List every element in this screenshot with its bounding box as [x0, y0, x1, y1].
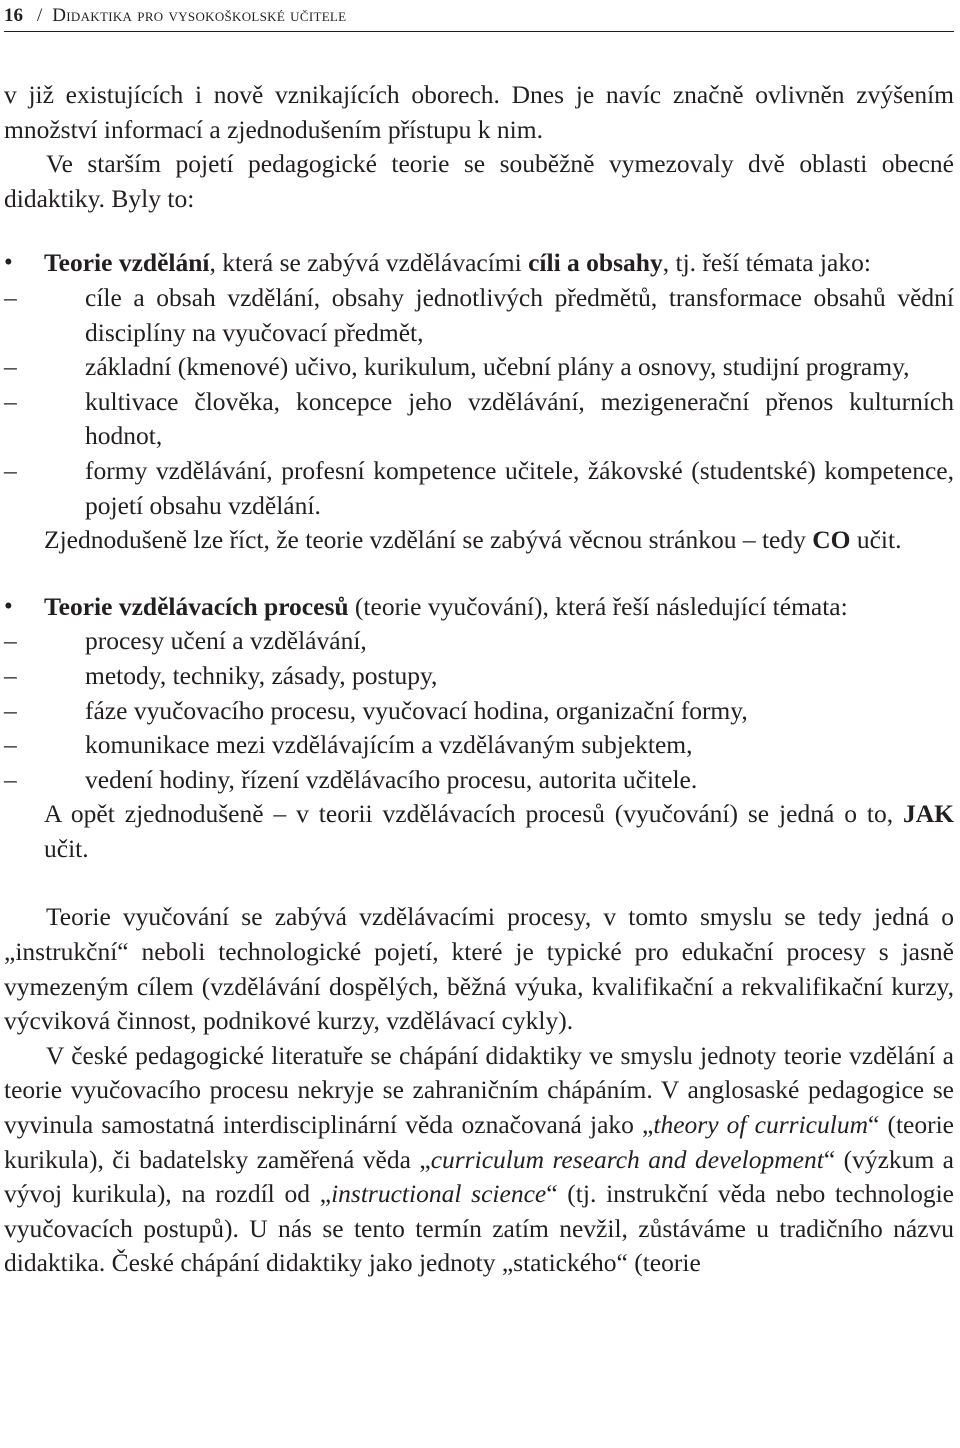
dash-icon: –: [4, 386, 17, 416]
list-item: [4, 659, 954, 694]
bullet-text: , která se zabývá vzdělávacími: [209, 248, 529, 278]
list-item-text: základní (kmenové) učivo, kurikulum, učební plány a osnovy, studijní programy,: [85, 352, 910, 382]
list-item: [4, 281, 954, 350]
paragraph-text: V české pedagogické literatuře se chápání didaktiky ve smyslu jednoty teorie vzdělání a teorie vyučovacího procesu nekryje se zahraničním chápáním. V anglosaské pedagogice se vyvinula samostatná interdisciplinární věda označovaná jako „: [4, 1040, 954, 1140]
summary-text: Zjednodušeně lze říct, že teorie vzdělání se zabývá věcnou stránkou – tedy: [44, 525, 813, 555]
dash-icon: –: [4, 626, 17, 656]
summary-text: A opět zjednodušeně – v teorii vzdělávacích procesů (vyučování) se jedná o to,: [44, 799, 903, 829]
term-curriculum-research: curriculum research and development: [430, 1144, 824, 1174]
header-separator: /: [37, 5, 43, 26]
paragraph-ceska-pedagogika: [4, 1039, 954, 1281]
dash-icon: –: [4, 730, 17, 760]
bullet-text-2: , tj. řeší témata jako:: [662, 248, 871, 278]
bullet-teorie-vzdelani: [4, 246, 954, 557]
list-item-text: cíle a obsah vzdělání, obsahy jednotlivých předmětů, transformace obsahů vědní disciplíny na vyučovací předmět,: [85, 282, 954, 347]
list-item: [4, 728, 954, 763]
bullet-teorie-procesu: [4, 590, 954, 867]
bullet-lead: [44, 590, 954, 625]
running-title: Didaktika pro vysokoškolské učitele: [52, 5, 347, 26]
list-item-text: metody, techniky, zásady, postupy,: [85, 660, 438, 690]
list-item: [4, 385, 954, 454]
paragraph-text: “ (teorie kurikula), či badatelsky zaměřená věda „: [4, 1110, 954, 1174]
running-header: [4, 4, 954, 28]
summary-text-end: učit.: [850, 525, 902, 555]
list-item: [4, 763, 954, 798]
dash-icon: –: [4, 660, 17, 690]
dash-icon: –: [4, 695, 17, 725]
bullet-summary: [44, 523, 954, 558]
bullet-term: Teorie vzdělání: [44, 248, 210, 278]
paragraph-intro: Ve starším pojetí pedagogické teorie se souběžně vymezovaly dvě oblasti obecné didaktiky. Byly to:: [4, 149, 954, 213]
list-item: [4, 454, 954, 523]
paragraph-teorie-vyucovani: Teorie vyučování se zabývá vzdělávacími procesy, v tomto smyslu se tedy jedná o „instrukční“ neboli technologické pojetí, které je typické pro edukační procesy s jasně vymezeným cílem (vzdělávání dospělých, běžná výuka, kvalifikační a rekvalifikační kurzy, výcviková činnost, podnikové kurzy, vzdělávací cykly).: [4, 902, 954, 1036]
term-theory-of-curriculum: theory of curriculum: [653, 1110, 868, 1140]
dash-icon: –: [4, 352, 17, 382]
term-instructional-science: instructional science: [331, 1179, 547, 1209]
list-item: [4, 694, 954, 729]
list-item-text: komunikace mezi vzdělávajícím a vzdělávaným subjektem,: [85, 730, 693, 760]
bullet-summary: [44, 797, 954, 866]
bullet-lead: [44, 246, 954, 281]
bullet-icon: •: [4, 592, 13, 620]
list-item-text: procesy učení a vzdělávání,: [85, 626, 367, 656]
list-item-text: formy vzdělávání, profesní kompetence učitele, žákovské (studentské) kompetence, pojetí obsahu vzdělání.: [85, 455, 954, 520]
page-body: [4, 78, 954, 1281]
summary-key: CO: [812, 525, 851, 555]
bullet-text: (teorie vyučování), která řeší následující témata:: [348, 591, 848, 621]
bullet-term-2: cíli a obsahy: [528, 248, 663, 278]
paragraph-continuation: v již existujících i nově vznikajících oborech. Dnes je navíc značně ovlivněn zvýšením množství informací a zjednodušením přístupu k nim.: [4, 80, 954, 144]
dash-icon: –: [4, 764, 17, 794]
paragraph-text: “ (tj. instrukční věda nebo technologie vyučovacích postupů). U nás se tento termín zatím nevžil, zůstáváme u tradičního názvu didaktika. České chápání didaktiky jako jednoty „statického“ (teorie: [4, 1179, 955, 1278]
paragraph-text: “ (výzkum a vývoj kurikula), na rozdíl od „: [4, 1144, 954, 1209]
summary-key: JAK: [903, 799, 954, 829]
list-item-text: vedení hodiny, řízení vzdělávacího procesu, autorita učitele.: [85, 764, 698, 794]
page-number: 16: [4, 5, 23, 26]
summary-text-end: učit.: [44, 833, 89, 863]
list-item-text: fáze vyučovacího procesu, vyučovací hodina, organizační formy,: [85, 695, 748, 725]
list-item: [4, 350, 954, 385]
dash-icon: –: [4, 282, 17, 312]
list-item: [4, 624, 954, 659]
dash-icon: –: [4, 455, 17, 485]
bullet-icon: •: [4, 249, 13, 277]
list-item-text: kultivace člověka, koncepce jeho vzdělávání, mezigenerační přenos kulturních hodnot,: [85, 386, 954, 451]
header-rule: [4, 31, 954, 32]
bullet-term: Teorie vzdělávacích procesů: [44, 591, 349, 621]
